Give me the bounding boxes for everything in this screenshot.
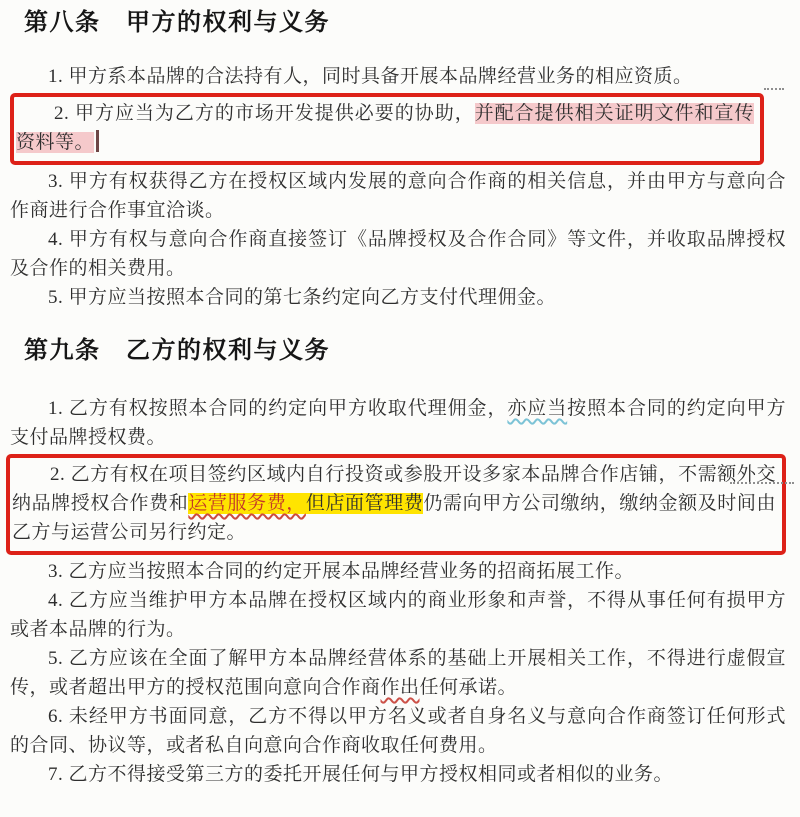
spellcheck-underline: 作出 xyxy=(380,677,420,698)
clause-text: 1. 乙方有权按照本合同的约定向甲方收取代理佣金， xyxy=(48,398,508,419)
article9-clause-1 xyxy=(10,394,786,452)
article9-clause-6: 6. 未经甲方书面同意，乙方不得以甲方名义或者自身名义与意向合作商签订任何形式的合同、协议等，或者私自向意向合作商收取任何费用。 xyxy=(10,706,786,756)
article8-heading: 第八条 甲方的权利与义务 xyxy=(24,10,330,36)
clause-text: 2. 乙方有权在项目签约区域内自行投资或参股开设多家本品牌合作店铺，不需额外交纳品牌授权合作费和 xyxy=(12,464,776,514)
clause-text: 2. 甲方应当为乙方的市场开发提供必要的协助， xyxy=(54,103,475,124)
article8-clause-1: 1. 甲方系本品牌的合法持有人，同时具备开展本品牌经营业务的相应资质。 xyxy=(48,66,693,87)
inserted-text-highlight: 并配合提供相关证明文件和宣传资料等。 xyxy=(16,103,754,153)
article9-clause-3: 3. 乙方应当按照本合同的约定开展本品牌经营业务的招商拓展工作。 xyxy=(48,561,635,582)
article8-clause-3: 3. 甲方有权获得乙方在授权区域内发展的意向合作商的相关信息，并由甲方与意向合作商进行合作事宜洽谈。 xyxy=(10,171,786,221)
article8-clause-2 xyxy=(16,99,754,157)
article8-clause-5: 5. 甲方应当按照本合同的第七条约定向乙方支付代理佣金。 xyxy=(48,287,557,308)
spacer xyxy=(10,368,786,394)
clause-text: 按照本合同的约定向甲方支付品牌授权费。 xyxy=(10,398,786,448)
article9-clause-5 xyxy=(10,644,786,702)
clause-text: 任何承诺。 xyxy=(419,677,518,698)
yellow-highlight-red-text: 运营服务费， xyxy=(188,493,306,514)
article9-clause-4: 4. 乙方应当维护甲方本品牌在授权区域内的商业形象和声誉，不得从事任何有损甲方或者本品牌的行为。 xyxy=(10,590,786,640)
comment-leader-dots-icon xyxy=(730,482,794,484)
red-annotation-box-article8-clause2 xyxy=(10,93,764,165)
spacer xyxy=(10,40,786,62)
article9-clause-2 xyxy=(12,460,776,547)
comment-leader-dots-icon xyxy=(764,88,784,90)
clause-text: 5. 乙方应该在全面了解甲方本品牌经营体系的基础上开展相关工作，不得进行虚假宣传，或者超出甲方的授权范围向意向合作商 xyxy=(10,648,786,698)
red-annotation-box-article9-clause2 xyxy=(6,454,786,555)
grammar-check-underline: 亦应当 xyxy=(507,398,568,419)
article9-heading: 第九条 乙方的权利与义务 xyxy=(24,338,330,364)
yellow-highlight-text: 但店面管理费 xyxy=(305,493,424,514)
revision-cursor-bar xyxy=(96,130,99,152)
article8-clause-4: 4. 甲方有权与意向合作商直接签订《品牌授权及合作合同》等文件，并收取品牌授权及合作的相关费用。 xyxy=(10,229,786,279)
article9-clause-7: 7. 乙方不得接受第三方的委托开展任何与甲方授权相同或者相似的业务。 xyxy=(48,764,674,785)
clause-text: 仍需向甲方公司缴纳，缴纳金额及时间由乙方与运营公司另行约定。 xyxy=(12,493,776,543)
